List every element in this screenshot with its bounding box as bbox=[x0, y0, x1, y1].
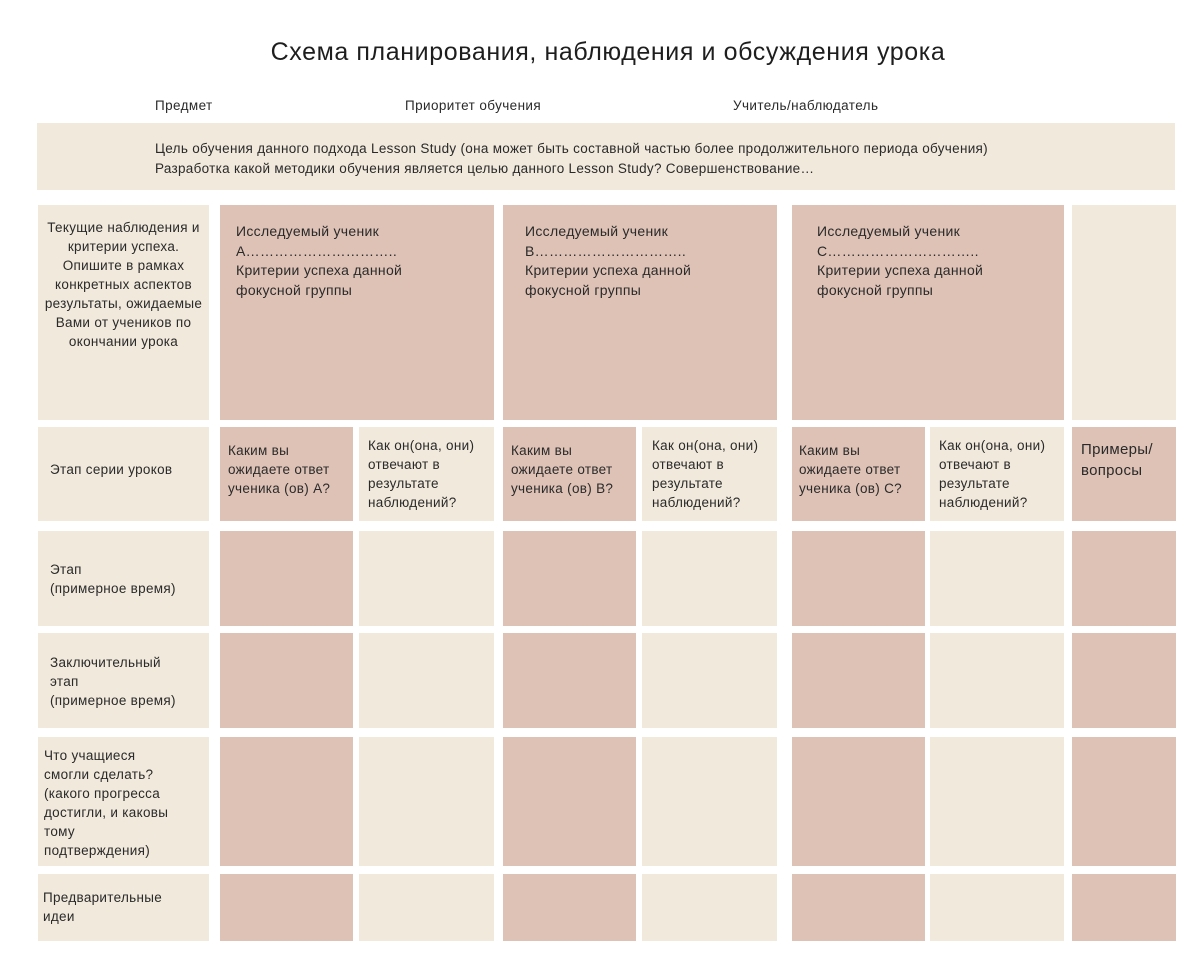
goal-text: Цель обучения данного подхода Lesson Study (она может быть составной частью более продолжительного периода обучения) Разработка какой методики обучения является целью данного Lesson Study? Совершенствование… bbox=[155, 141, 988, 176]
grid-cell bbox=[220, 531, 353, 626]
page-title: Схема планирования, наблюдения и обсуждения урока bbox=[270, 38, 946, 66]
student-a-text: Исследуемый ученик А………………………….. Критерии успеха данной фокусной группы bbox=[236, 223, 403, 298]
grid-cell bbox=[642, 633, 777, 728]
student-c-cell bbox=[792, 205, 1064, 420]
grid-cell bbox=[359, 737, 494, 866]
observe-b-text: Как он(она, они) отвечают в результате наблюдений? bbox=[652, 438, 759, 510]
expect-a-text: Каким вы ожидаете ответ ученика (ов) А? bbox=[228, 443, 331, 496]
grid-cell bbox=[930, 737, 1064, 866]
stage-series-label: Этап серии уроков bbox=[50, 462, 173, 477]
grid-cell bbox=[642, 737, 777, 866]
grid-cell bbox=[359, 874, 494, 941]
subject-label: Предмет bbox=[155, 98, 213, 113]
grid-cell bbox=[792, 531, 925, 626]
expect-c-text: Каким вы ожидаете ответ ученика (ов) С? bbox=[799, 443, 902, 496]
grid-cell bbox=[1072, 633, 1176, 728]
students-could-cell bbox=[38, 737, 209, 866]
examples-label: Примеры/ вопросы bbox=[1081, 441, 1153, 479]
priority-label: Приоритет обучения bbox=[405, 98, 542, 113]
grid-cell bbox=[359, 633, 494, 728]
preliminary-ideas-label: Предварительные идеи bbox=[43, 890, 163, 924]
teacher-label: Учитель/наблюдатель bbox=[733, 98, 879, 113]
grid-cell bbox=[220, 633, 353, 728]
grid-cell bbox=[503, 531, 636, 626]
grid-cell bbox=[1072, 531, 1176, 626]
student-c-text: Исследуемый ученик С………………………….. Критерии успеха данной фокусной группы bbox=[817, 223, 984, 298]
grid-cell bbox=[503, 633, 636, 728]
student-b-cell bbox=[503, 205, 777, 420]
grid-cell bbox=[220, 737, 353, 866]
student-b-text: Исследуемый ученик В………………………….. Критерии успеха данной фокусной группы bbox=[525, 223, 692, 298]
expect-b-text: Каким вы ожидаете ответ ученика (ов) В? bbox=[511, 443, 614, 496]
grid-cell bbox=[930, 531, 1064, 626]
grid-cell bbox=[503, 874, 636, 941]
final-stage-label: Заключительный этап (примерное время) bbox=[50, 655, 176, 708]
grid-cell bbox=[930, 633, 1064, 728]
observe-c-text: Как он(она, они) отвечают в результате наблюдений? bbox=[939, 438, 1046, 510]
current-observations-label: Текущие наблюдения и критерии успеха. Опишите в рамках конкретных аспектов результаты, ожидаемые Вами от учеников по окончании урока bbox=[44, 220, 203, 349]
grid-cell bbox=[792, 633, 925, 728]
preliminary-ideas-cell bbox=[38, 874, 209, 941]
student-a-cell bbox=[220, 205, 494, 420]
grid-cell bbox=[792, 874, 925, 941]
grid-cell bbox=[359, 531, 494, 626]
observe-c-cell bbox=[930, 427, 1064, 521]
expect-a-cell bbox=[220, 427, 353, 521]
observe-a-text: Как он(она, они) отвечают в результате наблюдений? bbox=[368, 438, 475, 510]
grid-cell bbox=[503, 737, 636, 866]
final-stage-cell bbox=[38, 633, 209, 728]
stage-series-cell bbox=[38, 427, 209, 521]
grid-cell bbox=[642, 874, 777, 941]
grid-cell bbox=[642, 531, 777, 626]
examples-cell bbox=[1072, 427, 1176, 521]
stage-cell bbox=[38, 531, 209, 626]
grid-cell bbox=[1072, 874, 1176, 941]
grid-cell bbox=[220, 874, 353, 941]
empty-cell-r1 bbox=[1072, 205, 1176, 420]
observe-b-cell bbox=[642, 427, 777, 521]
expect-c-cell bbox=[792, 427, 925, 521]
grid-cell bbox=[930, 874, 1064, 941]
grid-cell bbox=[792, 737, 925, 866]
expect-b-cell bbox=[503, 427, 636, 521]
stage-label: Этап (примерное время) bbox=[50, 562, 176, 596]
grid-cell bbox=[1072, 737, 1176, 866]
observe-a-cell bbox=[359, 427, 494, 521]
students-could-label: Что учащиеся смогли сделать? (какого прогресса достигли, и каковы тому подтверждения) bbox=[44, 748, 169, 858]
current-observations-cell bbox=[38, 205, 209, 420]
